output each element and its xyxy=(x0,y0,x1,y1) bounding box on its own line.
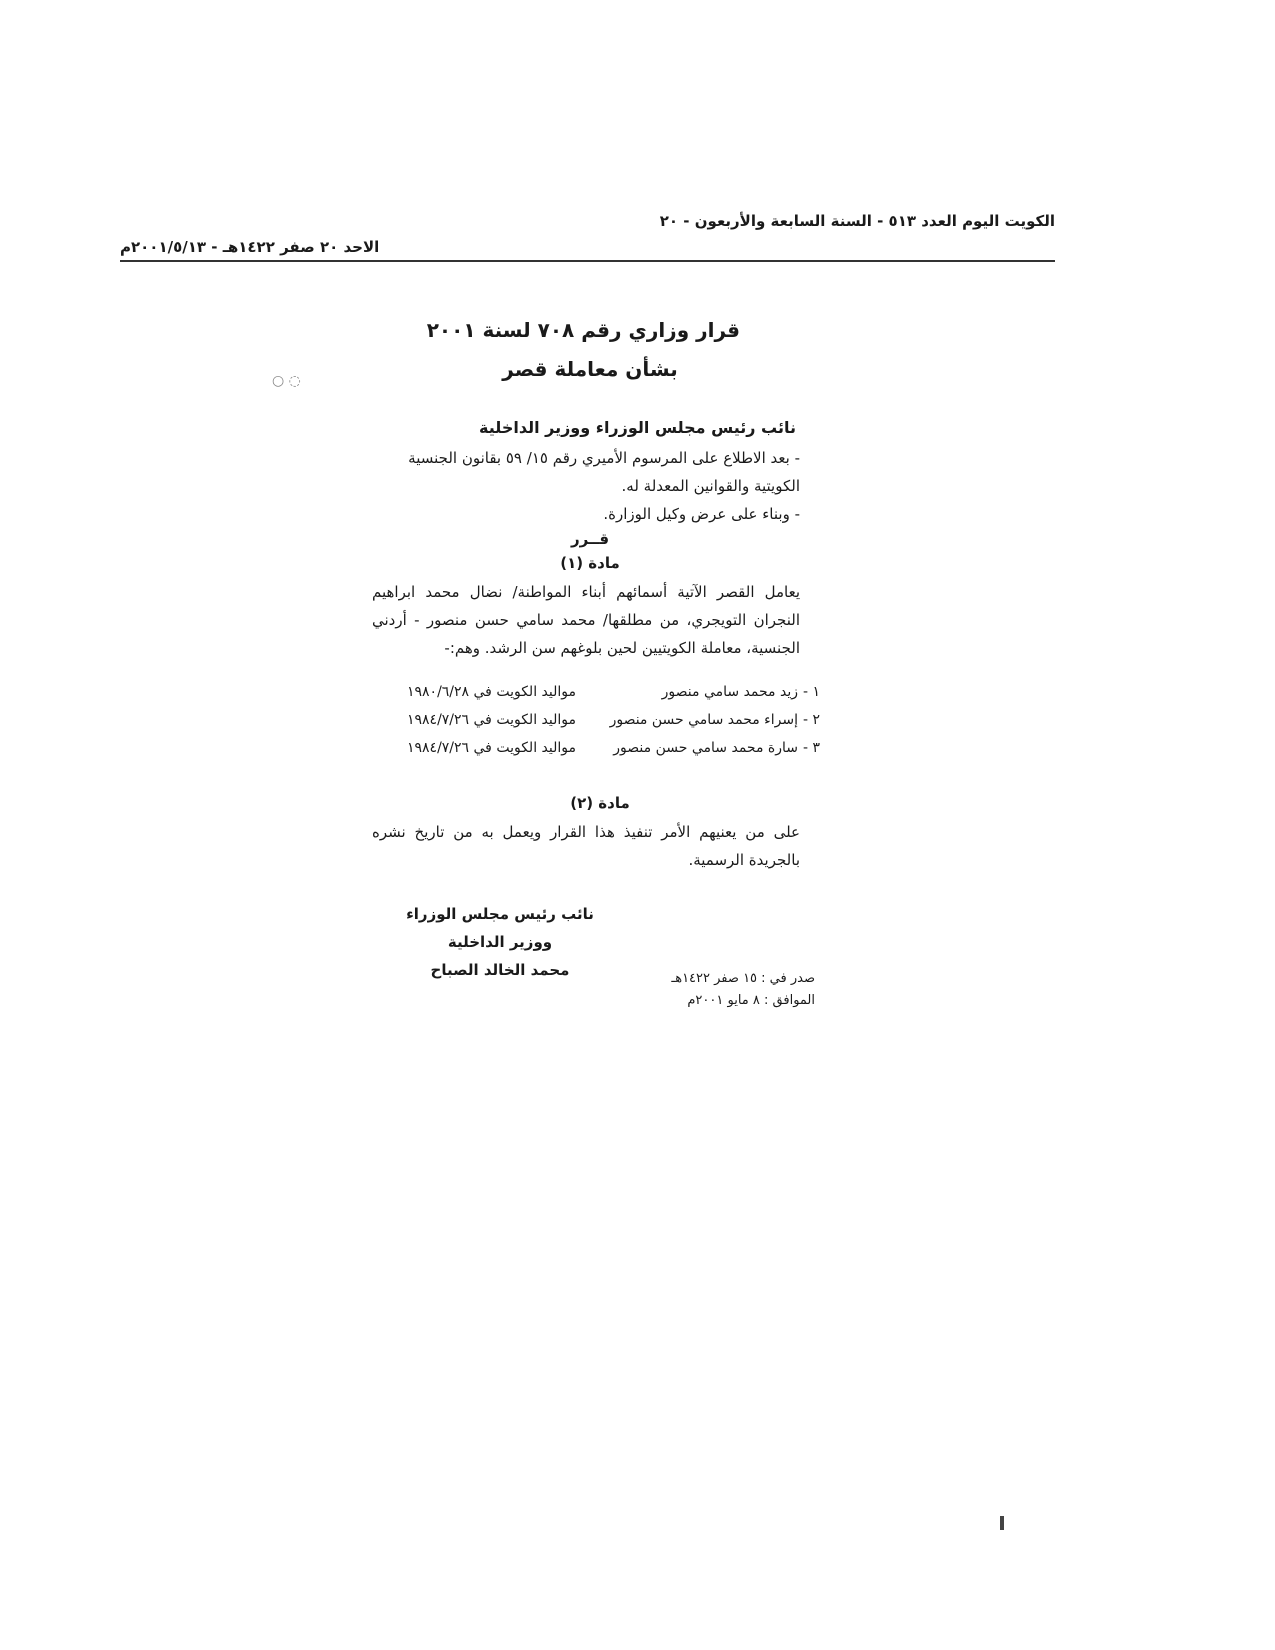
minor-birth: مواليد الكويت في ١٩٨٠/٦/٢٨ xyxy=(406,684,576,700)
minors-list xyxy=(380,678,820,762)
signatory-title-2: ووزير الداخلية xyxy=(447,933,553,951)
article-1-heading: مادة (١) xyxy=(560,554,620,572)
issue-date-block xyxy=(600,968,815,1012)
preamble-clause: - وبناء على عرض وكيل الوزارة. xyxy=(603,505,800,523)
minor-name: سارة محمد سامي حسن منصور xyxy=(613,740,798,756)
minor-number: ٣ - xyxy=(802,740,820,756)
minor-number: ٢ - xyxy=(802,712,820,728)
issue-date-hijri: صدر في : ١٥ صفر ١٤٢٢هـ xyxy=(671,971,815,986)
list-item xyxy=(380,734,820,762)
preamble-clause: - بعد الاطلاع على المرسوم الأميري رقم ١٥/ ٥٩ بقانون الجنسية الكويتية والقوانين المعدلة له. xyxy=(408,449,800,495)
decree-subject: بشأن معاملة قصر xyxy=(502,357,678,381)
issue-date-gregorian: الموافق : ٨ مايو ٢٠٠١م xyxy=(687,993,815,1008)
decided-heading: قــرر xyxy=(570,530,610,548)
scan-mark xyxy=(1000,1516,1004,1530)
list-item xyxy=(380,706,820,734)
signature-block xyxy=(400,900,600,984)
gazette-date-line: الاحد ٢٠ صفر ١٤٢٢هـ - ٢٠٠١/٥/١٣م xyxy=(120,238,380,256)
minor-birth: مواليد الكويت في ١٩٨٤/٧/٢٦ xyxy=(406,712,576,728)
article-1-text: يعامل القصر الآتية أسمائهم أبناء المواطنة/ نضال محمد ابراهيم النجران التويجري، من مطلقها/ محمد سامي حسن منصور - أردني الجنسية، معاملة الكويتيين لحين بلوغهم سن الرشد. وهم:- xyxy=(372,583,800,657)
decree-title: قرار وزاري رقم ٧٠٨ لسنة ٢٠٠١ xyxy=(426,318,740,342)
gazette-issue-line: الكويت اليوم العدد ٥١٣ - السنة السابعة والأربعون - ٢٠ xyxy=(659,212,1055,230)
preamble xyxy=(370,444,800,528)
article-2-heading: مادة (٢) xyxy=(570,794,630,812)
minor-number: ١ - xyxy=(802,684,820,700)
minor-name: إسراء محمد سامي حسن منصور xyxy=(609,712,798,728)
article-2-text: على من يعنيهم الأمر تنفيذ هذا القرار ويعمل به من تاريخ نشره بالجريدة الرسمية. xyxy=(372,823,800,869)
list-item xyxy=(380,678,820,706)
header-divider xyxy=(120,260,1055,262)
minor-name: زيد محمد سامي منصور xyxy=(661,684,798,700)
minor-birth: مواليد الكويت في ١٩٨٤/٧/٢٦ xyxy=(406,740,576,756)
margin-mark: ○ ◌ xyxy=(272,373,301,389)
issuing-authority: نائب رئيس مجلس الوزراء ووزير الداخلية xyxy=(479,418,796,437)
signatory-name: محمد الخالد الصباح xyxy=(430,961,570,979)
signatory-title: نائب رئيس مجلس الوزراء xyxy=(406,905,594,923)
